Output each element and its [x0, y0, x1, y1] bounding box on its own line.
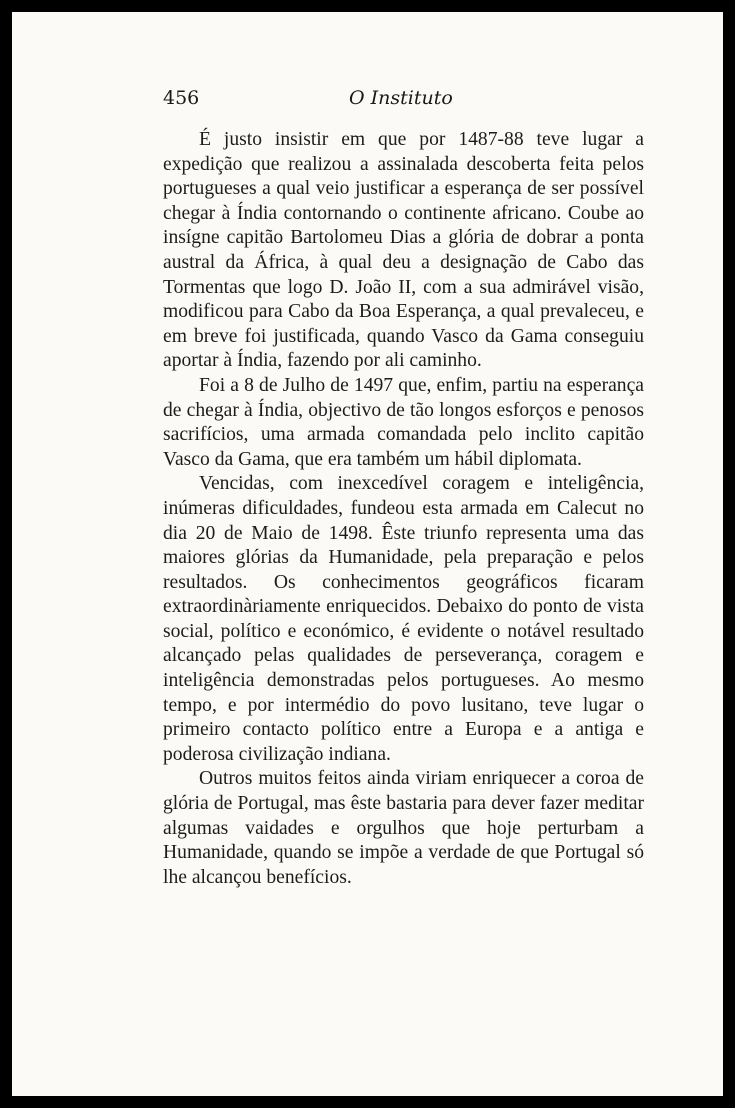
paragraph-1: É justo insistir em que por 1487-88 teve lugar a expedição que realizou a assinalada descoberta feita pelos portugueses a qual veio justificar a esperança de ser possível chegar à Índia contornando o continente africano. Coube ao insígne capitão Bartolomeu Dias a glória de dobrar a ponta austral da África, à qual deu a designação de Cabo das Tormentas que logo D. João II, com a sua admirável visão, modificou para Cabo da Boa Esperança, a qual prevaleceu, e em breve foi justificada, quando Vasco da Gama conseguiu aportar à Índia, fazendo por ali caminho.	[163, 129, 644, 372]
page-header	[163, 87, 643, 117]
running-title: O Instituto	[349, 87, 453, 109]
paragraph-4: Outros muitos feitos ainda viriam enriquecer a coroa de glória de Portugal, mas êste bastaria para dever fazer meditar algumas vaidades e orgulhos que hoje perturbam a Humanidade, quando se impõe a verdade de que Portugal só lhe alcançou benefícios.	[163, 768, 644, 888]
paragraph-3: Vencidas, com inexcedível coragem e inteligência, inúmeras dificuldades, fundeou esta armada em Calecut no dia 20 de Maio de 1498. Êste triunfo representa uma das maiores glórias da Humanidade, pela preparação e pelos resultados. Os conhecimentos geográficos ficaram extraordinàriamente enriquecidos. Debaixo do ponto de vista social, político e económico, é evidente o notável resultado alcançado pelas qualidades de perseverança, coragem e inteligência demonstradas pelos portugueses. Ao mesmo tempo, e por intermédio do povo lusitano, teve lugar o primeiro contacto político entre a Europa e a antiga e poderosa civilização indiana.	[163, 473, 644, 765]
paragraph-2: Foi a 8 de Julho de 1497 que, enfim, partiu na esperança de chegar à Índia, objectivo de tão longos esforços e penosos sacrifícios, uma armada comandada pelo inclito capitão Vasco da Gama, que era também um hábil diplomata.	[163, 374, 644, 470]
body-text	[163, 128, 644, 890]
book-page	[12, 12, 723, 1096]
page-number: 456	[163, 87, 200, 109]
